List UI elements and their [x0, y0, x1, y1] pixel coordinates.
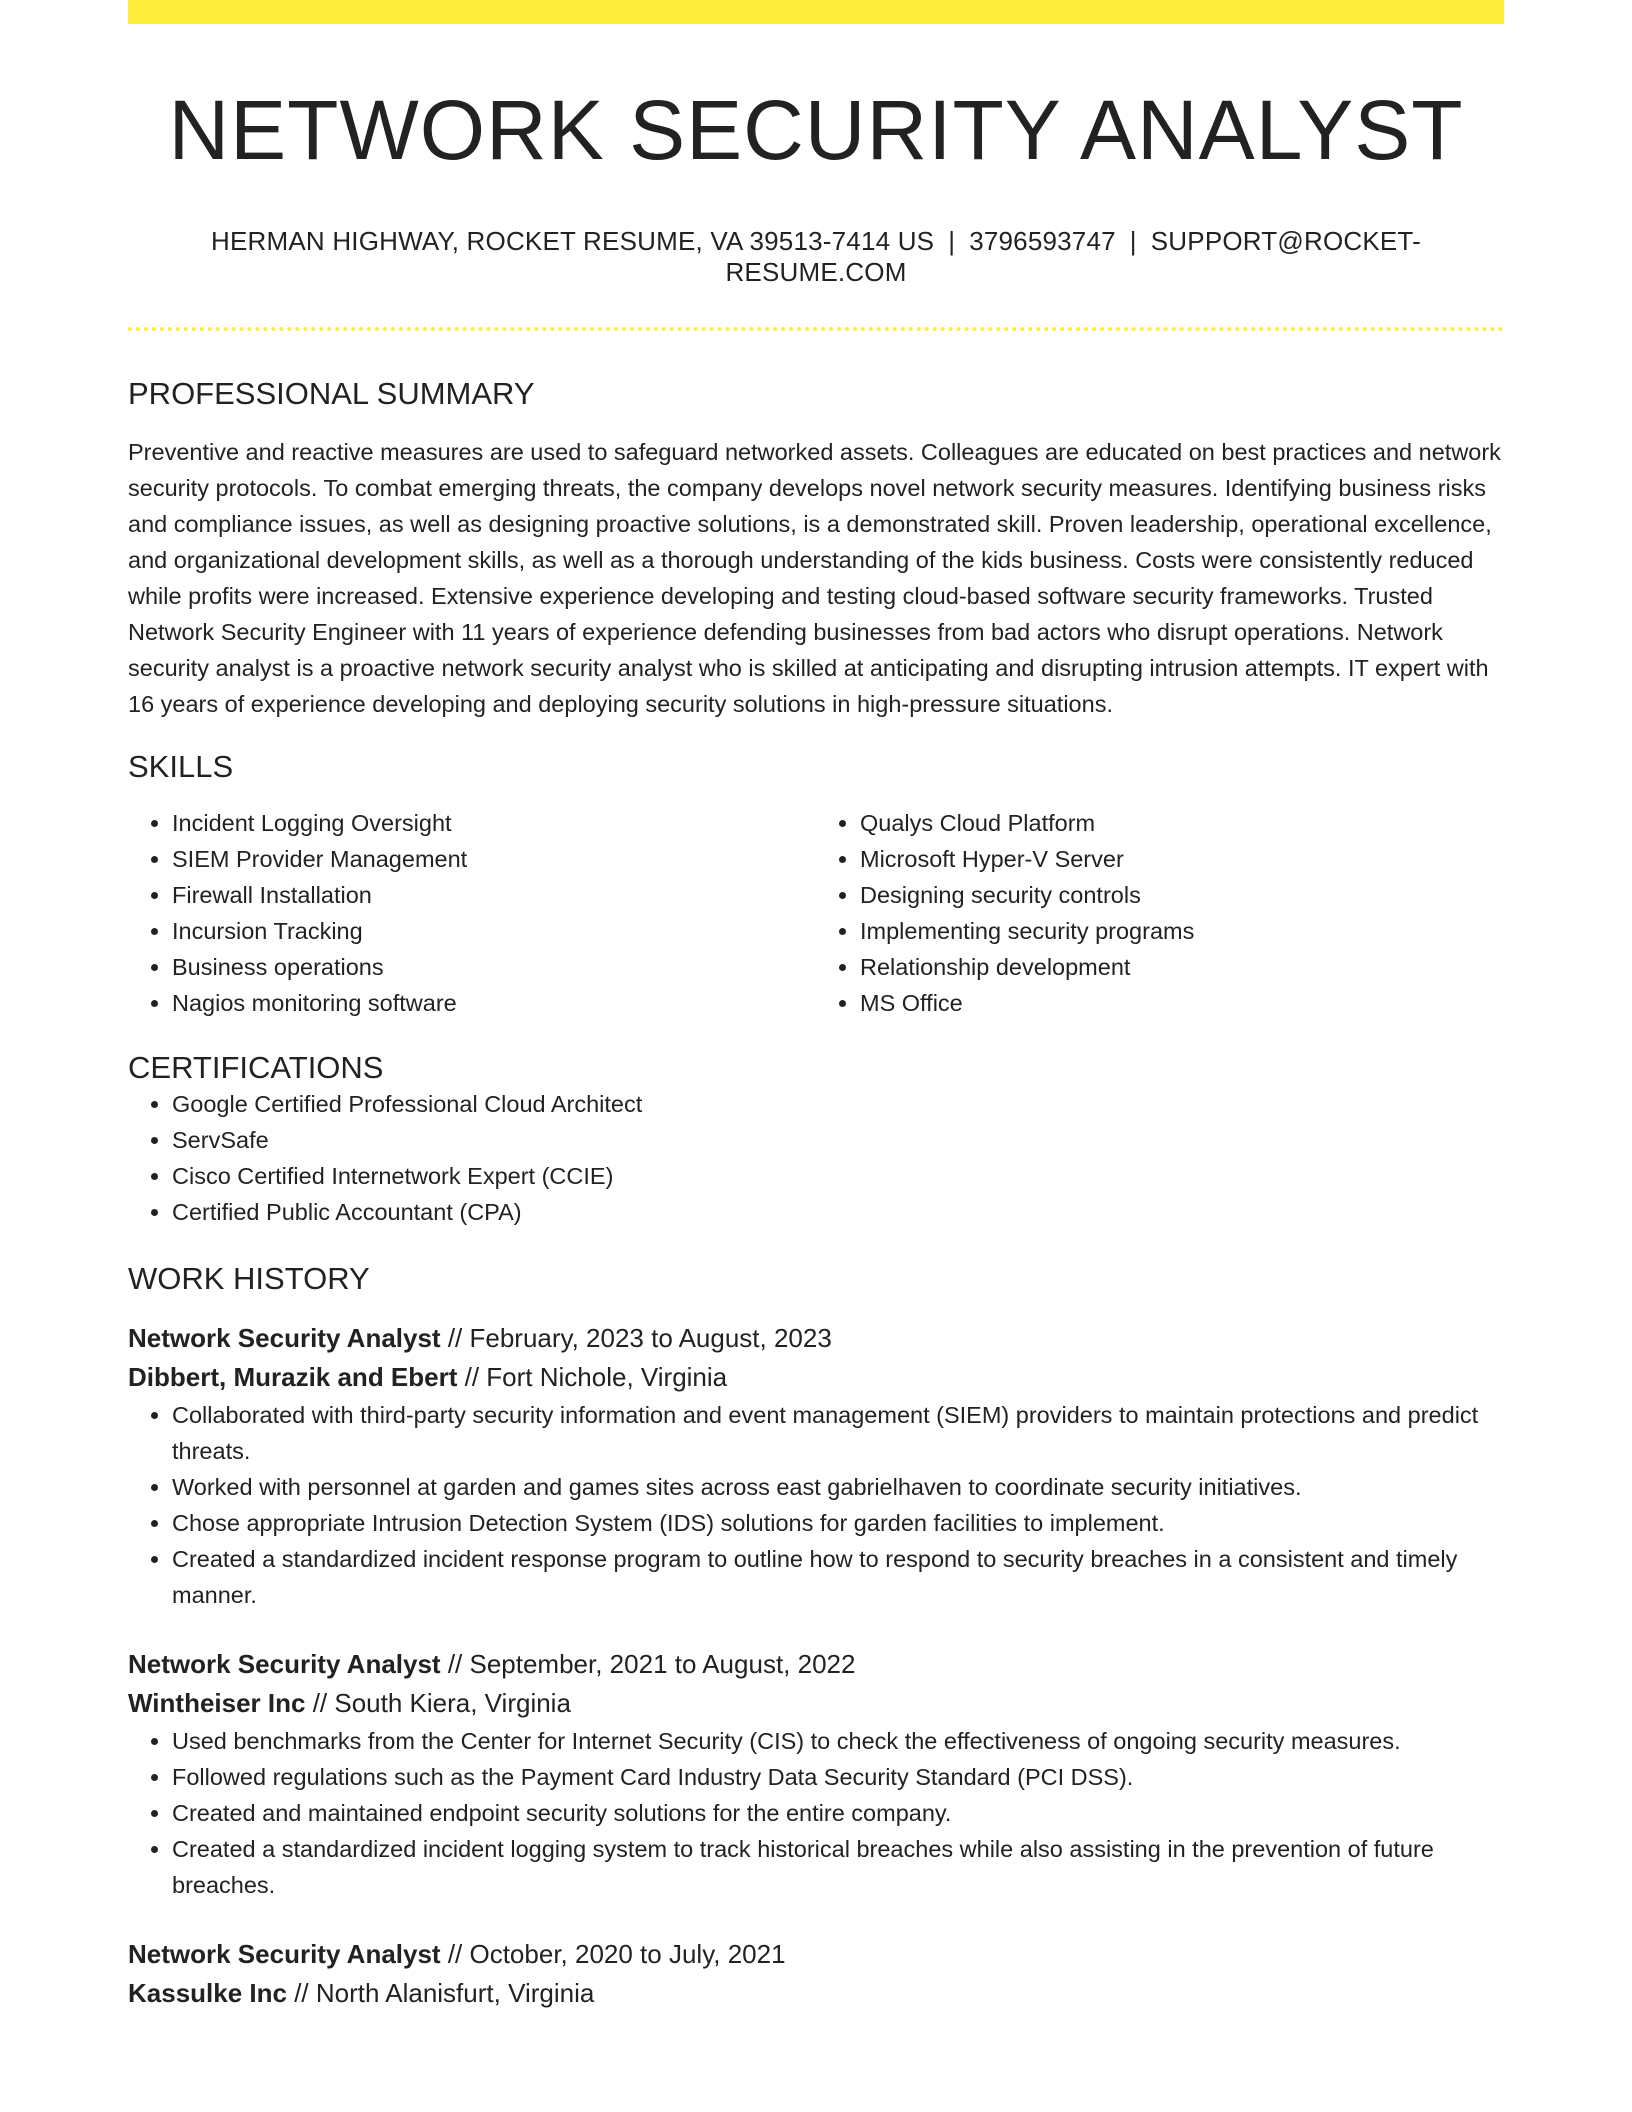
- resume-title: NETWORK SECURITY ANALYST: [168, 83, 1464, 177]
- skill-item: • Qualys Cloud Platform: [860, 805, 1504, 841]
- job-role: Network Security Analyst: [128, 1939, 441, 1970]
- top-accent-bar: [128, 0, 1504, 24]
- contact-separator: |: [1129, 226, 1137, 257]
- job-bullet: • Worked with personnel at garden and games sites across east gabrielhaven to coordinate security initiatives.: [172, 1469, 1504, 1505]
- job-company-line: [128, 1358, 1504, 1397]
- contact-phone: 3796593747: [969, 226, 1116, 257]
- job-role: Network Security Analyst: [128, 1323, 441, 1354]
- skill-item: • Business operations: [172, 949, 816, 985]
- summary-heading: PROFESSIONAL SUMMARY: [128, 375, 535, 411]
- job-location: // Fort Nichole, Virginia: [457, 1362, 728, 1393]
- job-company-line: [128, 1974, 1504, 2013]
- job-title-line: [128, 1935, 1504, 1974]
- contact-line: [128, 226, 1504, 288]
- resume-page: [128, 0, 1504, 2013]
- job-company-line: [128, 1684, 1504, 1723]
- summary-text: Preventive and reactive measures are used to safeguard networked assets. Colleagues are educated on best practices and network security protocols. To combat emerging threats, the company develops novel network security measures. Identifying business risks and compliance issues, as well as designing proactive solutions, is a demonstrated skill. Proven leadership, operational excellence, and organizational development skills, as well as a thorough understanding of the kids business. Costs were consistently reduced while profits were increased. Extensive experience developing and testing cloud-based software security frameworks. Trusted Network Security Engineer with 11 years of experience defending businesses from bad actors who disrupt operations. Network security analyst is a proactive network security analyst who is skilled at anticipating and disrupting intrusion attempts. IT expert with 16 years of experience developing and deploying security solutions in high-pressure situations.: [128, 438, 1501, 717]
- dotted-divider: [128, 327, 1504, 331]
- job-dates: // October, 2020 to July, 2021: [440, 1939, 786, 1970]
- skill-item: • MS Office: [860, 985, 1504, 1021]
- skill-item: • Incursion Tracking: [172, 913, 816, 949]
- certification-item: • Google Certified Professional Cloud Architect: [172, 1086, 1504, 1122]
- work-history-heading: WORK HISTORY: [128, 1261, 370, 1297]
- job-bullet: • Created a standardized incident logging system to track historical breaches while also assisting in the prevention of future breaches.: [172, 1831, 1504, 1903]
- job-role: Network Security Analyst: [128, 1649, 441, 1680]
- job-bullets: [128, 1397, 1504, 1613]
- job-title-line: [128, 1645, 1504, 1684]
- contact-email[interactable]: SUPPORT@ROCKET-RESUME.COM: [725, 226, 1421, 288]
- certification-item: • ServSafe: [172, 1122, 1504, 1158]
- certification-item: • Cisco Certified Internetwork Expert (CCIE): [172, 1158, 1504, 1194]
- skill-item: • Incident Logging Oversight: [172, 805, 816, 841]
- job-title-line: [128, 1319, 1504, 1358]
- certifications-heading: CERTIFICATIONS: [128, 1049, 384, 1085]
- skill-item: • Nagios monitoring software: [172, 985, 816, 1021]
- skill-item: • Microsoft Hyper-V Server: [860, 841, 1504, 877]
- skill-item: • Implementing security programs: [860, 913, 1504, 949]
- certification-item: • Certified Public Accountant (CPA): [172, 1194, 1504, 1230]
- job-bullet: • Collaborated with third-party security information and event management (SIEM) providers to maintain protections and predict threats.: [172, 1397, 1504, 1469]
- job-entry: [128, 1319, 1504, 1613]
- skill-item: • SIEM Provider Management: [172, 841, 816, 877]
- skill-item: • Firewall Installation: [172, 877, 816, 913]
- job-bullet: • Followed regulations such as the Payment Card Industry Data Security Standard (PCI DSS).: [172, 1759, 1504, 1795]
- skills-list-left: [128, 805, 816, 1021]
- job-company: Kassulke Inc: [128, 1978, 287, 2009]
- skill-item: • Designing security controls: [860, 877, 1504, 913]
- job-bullets: [128, 1723, 1504, 1903]
- job-company: Dibbert, Murazik and Ebert: [128, 1362, 458, 1393]
- skills-heading: SKILLS: [128, 748, 234, 784]
- job-location: // South Kiera, Virginia: [305, 1688, 571, 1719]
- skill-item: • Relationship development: [860, 949, 1504, 985]
- skills-list-right: [816, 805, 1504, 1021]
- job-bullet: • Chose appropriate Intrusion Detection System (IDS) solutions for garden facilities to implement.: [172, 1505, 1504, 1541]
- job-entry: [128, 1935, 1504, 2013]
- job-entry: [128, 1645, 1504, 1903]
- job-location: // North Alanisfurt, Virginia: [286, 1978, 595, 2009]
- certifications-list: [128, 1086, 1504, 1230]
- job-bullet: • Created and maintained endpoint security solutions for the entire company.: [172, 1795, 1504, 1831]
- job-company: Wintheiser Inc: [128, 1688, 306, 1719]
- contact-separator: |: [948, 226, 956, 257]
- contact-address: HERMAN HIGHWAY, ROCKET RESUME, VA 39513-7414 US: [211, 226, 935, 257]
- job-bullet: • Used benchmarks from the Center for Internet Security (CIS) to check the effectiveness of ongoing security measures.: [172, 1723, 1504, 1759]
- job-bullet: • Created a standardized incident response program to outline how to respond to security breaches in a consistent and timely manner.: [172, 1541, 1504, 1613]
- skills-columns: [128, 805, 1504, 1021]
- job-dates: // February, 2023 to August, 2023: [440, 1323, 832, 1354]
- job-dates: // September, 2021 to August, 2022: [440, 1649, 856, 1680]
